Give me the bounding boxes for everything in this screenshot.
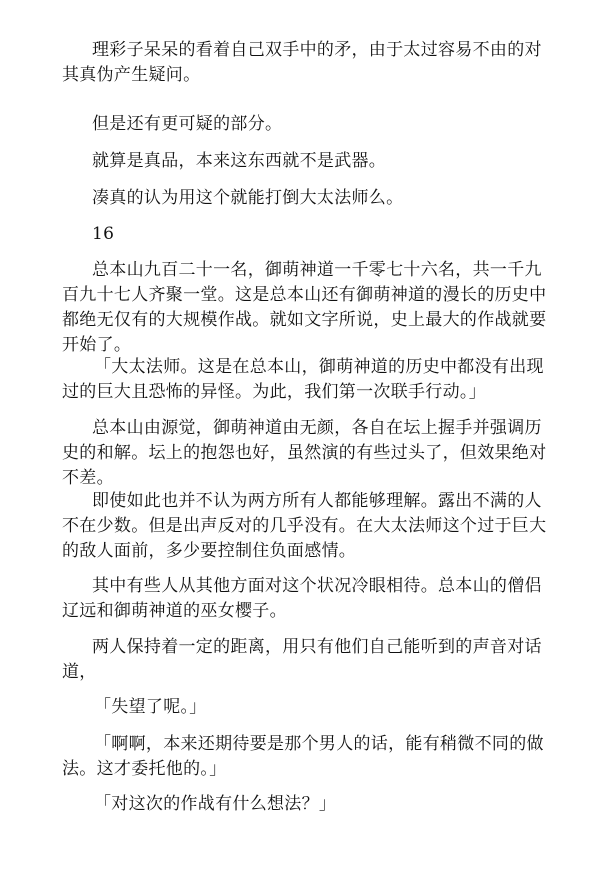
paragraph-3: 就算是真品，本来这东西就不是武器。 bbox=[92, 151, 387, 171]
paragraph-9: 两人保持着一定的距离，用只有他们自己能听到的声音对话道， bbox=[62, 637, 542, 682]
paragraph-5: 总本山九百二十一名，御萌神道一千零七十六名，共一千九百九十七人齐聚一堂。这是总本山还有御萌神道的漫长的历史中都绝无仅有的大规模作战。就如文字所说，史上最大的作战就要开始了。 bbox=[62, 260, 547, 355]
dialogue-2: 「失望了呢。」 bbox=[94, 697, 207, 717]
paragraph-1: 理彩子呆呆的看着自己双手中的矛，由于太过容易不由的对其真伪产生疑问。 bbox=[62, 40, 542, 85]
dialogue-1: 「大太法师。这是在总本山，御萌神道的历史中都没有出现过的巨大且恐怖的异怪。为此，我们第一次联手行动。」 bbox=[62, 357, 544, 402]
paragraph-7: 即使如此也并不认为两方所有人都能够理解。露出不满的人不在少数。但是出声反对的几乎没有。在大太法师这个过于巨大的敌人面前，多少要控制住负面感情。 bbox=[62, 491, 547, 561]
paragraph-2: 但是还有更可疑的部分。 bbox=[92, 114, 283, 134]
dialogue-4: 「对这次的作战有什么想法？」 bbox=[94, 794, 337, 814]
section-number: 16 bbox=[92, 224, 115, 244]
paragraph-6: 总本山由源觉，御萌神道由无颜，各自在坛上握手并强调历史的和解。坛上的抱怨也好，虽然演的有些过头了，但效果绝对不差。 bbox=[62, 418, 547, 488]
paragraph-8: 其中有些人从其他方面对这个状况冷眼相待。总本山的僧侣辽远和御萌神道的巫女樱子。 bbox=[62, 576, 542, 621]
dialogue-3: 「啊啊，本来还期待要是那个男人的话，能有稍微不同的做法。这才委托他的。」 bbox=[62, 734, 544, 779]
paragraph-4: 凑真的认为用这个就能打倒大太法师么。 bbox=[92, 188, 404, 208]
